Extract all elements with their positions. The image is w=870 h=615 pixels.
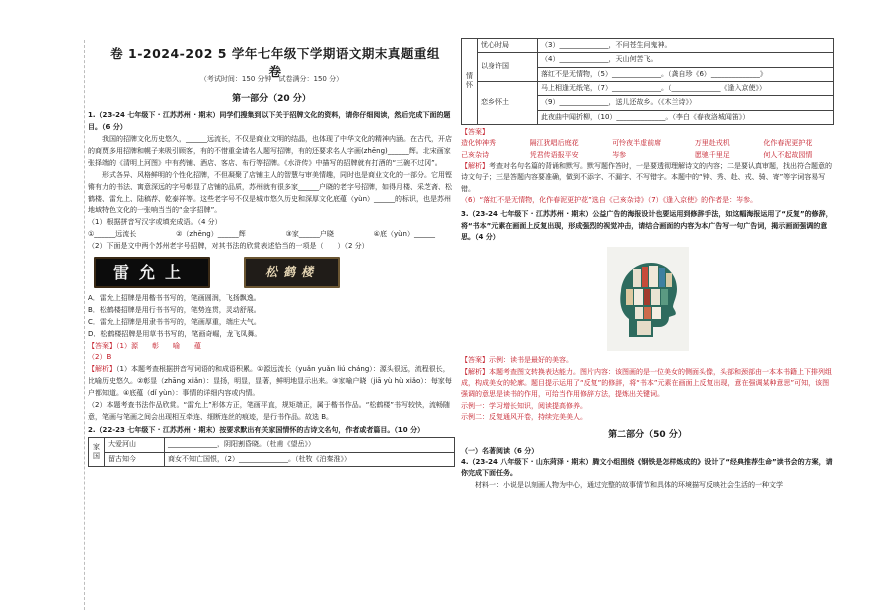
left-column [88,90,455,467]
signboard-text: 雷允上 [112,262,191,282]
answer-item: 万里赴戎机 [694,139,730,148]
q1-answer-2: （2）B [88,353,112,362]
analysis-label: 【解析】 [461,161,489,170]
answer-item: 可怜夜半虚前席 [612,139,662,148]
q1-paragraph-2: 形式各异、风格鲜明的个性化招牌，不但凝聚了店铺主人的智慧与审美情趣，同时也是商业文化的一部分。它用铿锵有力的书法、寓意深远的字号彰显了店铺的品质，苏州就有很多家______户晓的老字号招牌，如得月楼、采芝斋、松鹤楼、雷允上、陆稿荐、乾泰祥等。这些老字号不仅是城市悠久历史和深厚文化底蕴（yùn）______的标识，也是苏州地域特色文化的一张响当当的“金字招牌”。 [88,170,452,215]
q1-option-d: D．松鹤楼招牌是用草书书写的，笔画奇崛，龙飞凤舞。 [88,329,262,338]
poem-line-cell: 马上相逢无纸笔，（7）______________。（______________《逢入京使》） [538,81,834,95]
poster-illustration-wrap [461,247,834,351]
answer-item: 化作春泥更护花 [763,139,813,148]
category-cell: 情怀 [462,39,478,125]
analysis-label: 【解析】 [461,367,489,376]
q1-stem: 1.（23-24 七年级下 · 江苏苏州 · 期末）同学们搜集到以下关于招牌文化的资料，请你仔细阅读，然后完成下面的题目。（6 分） [88,111,451,132]
signboard-images [94,257,455,288]
q2-answer [461,127,834,161]
q1-option-c: C．雷允上招牌是用隶书书写的，笔画厚重，端庄大气。 [88,317,261,326]
leiyunshang-signboard [94,257,210,288]
answer-label: 【答案】 [88,341,116,350]
book-head-silhouette [607,247,689,351]
songhelou-signboard [244,257,340,288]
poem-line-cell: （4）______________，天山何苦飞。 [538,53,834,67]
q1-sub1-option: ③家______户晓 [285,230,334,239]
signboard-text: 松鹤楼 [264,265,319,280]
answer-item: 愿驰千里足 [694,150,730,159]
q1-analysis-2: （2）本题考查书法作品欣赏。“雷允上”形体方正，笔画平直，规矩端正，属于楷书作品。“松鹤楼”书写较快，流畅随意，笔画与笔画之间会出现相互牵连、细断连丝的痕迹，是行书作品。故选 B。 [88,401,450,421]
q1-option-a: A．雷允上招牌是用楷书书写的，笔画圆润，飞扬飘逸。 [88,293,261,302]
analysis-label: 【解析】 [88,365,116,374]
subcategory-cell: 恋乡怀土 [478,81,538,124]
q1-answer [88,341,455,353]
poem-line-cell: 商女不知亡国恨，（2）______________。（杜牧《泊秦淮》） [165,452,455,467]
category-cell: 家国 [89,437,105,467]
exam-meta: （考试时间：150 分钟 试卷满分：150 分） [199,75,344,83]
q4-stem: 4.（23-24 八年级下 · 山东菏泽 · 期末）腾文小组围绕《钢铁是怎样炼成的》设计了“经典推荐生命”读书会的方案，请你完成下面任务。 [461,458,833,478]
q1-analysis-1 [88,364,455,400]
poem-line-cell: 此夜曲中闻折柳，（10）______________。（李白《春夜洛城闻笛》） [538,110,834,124]
q2-table-right [461,38,834,125]
answer-label: 【答案】 [461,127,489,136]
subcategory-cell: 以身许国 [478,53,538,82]
q1-sub1-options [88,229,455,241]
subcategory-cell: 留古知今 [105,452,165,467]
subcategory-cell: 大爱河山 [105,437,165,452]
poem-line-cell: （9）______________，送儿还故乡。（《木兰诗》） [538,96,834,110]
q3-analysis [461,367,834,401]
poem-line-cell: 落红不是无情物，（5）______________。（龚自珍《6）______________》 [538,67,834,81]
q3-example-2: 示例二：反复通风开卷，持续完美美人。 [461,412,587,421]
q1-sub1-option: ①______远流长 [88,230,137,239]
q2-table-left [88,437,455,468]
analysis-text: 考查对名句名篇的背诵和默写。默写题作答时，一是要透彻理解诗文的内容；二是要认真审题，找出符合题意的诗文句子；三是答题内容要准确，做到不添字、不漏字、不写错字。本题中的“钟、秀、赴、戎、骑、寄”等字词容易写错。 [461,161,832,193]
book-head-poster-illustration [607,247,689,351]
q3-stem: 3.（23-24 七年级下 · 江苏苏州 · 期末）公益广告的海报设计也要运用到修辞手法，如这幅海报运用了“反复”的修辞，将“书本”元素在画面上反复出现，形成强烈的视觉冲击，请结合画面的内容为本广告写一句广告词，揭示画面强调的意思。（4 分） [461,210,833,241]
q1-option-b: B．松鹤楼招牌是用行书书写的，笔势连贯，灵动舒展。 [88,305,261,314]
answer-item: 凭君传语报平安 [529,150,579,159]
answer-item: 隔江犹唱后庭花 [529,139,579,148]
q3-answer [461,355,834,366]
q2-analysis-note: （6）“落红不是无情物，化作春泥更护花”选自《己亥杂诗》（7）《逢入京使》的作者是：岑参。 [461,195,758,204]
answer-item: 己亥杂诗 [461,150,489,159]
part1-heading: 第一部分（20 分） [232,94,311,104]
answer-item: 造化钟神秀 [461,139,496,148]
q1-paragraph-1: 我国的招牌文化历史悠久，______远流长，不仅是商业文明的结晶，也体现了中华文化的精神内涵。在古代，开店的商贾多用招牌和幌子来吸引顾客，有的不惜重金请名人题写招牌，有的还要求名人字画(zhēng)______辉。北宋画家张择端的《清明上河图》中有药铺、酒店、客店、布行等招牌。《水浒传》中描写的招牌就有打酒的“三碗不过冈”。 [88,135,452,167]
answer-item: 何人不起故园情 [763,150,813,159]
analysis-text: 本题考查图文转换表达能力。图片内容：该图画的是一位美女的侧面头像，头部和颈部由一本本书籍上下排列组成，构成美女的轮廓。题目提示运用了“反复”的修辞，将“书本”元素在画面上反复出现，意在强调某种意思”可知，该图强调的意思是读书的作用，可给当作用修辞方法，提炼出关键词。 [461,367,832,399]
poem-line-cell: ______________，阴阳割昏晓。（杜甫《望岳》） [165,437,455,452]
poem-line-cell: （3）______________，不问苍生问鬼神。 [538,39,834,53]
right-column [461,38,834,491]
binding-line [84,40,85,610]
q2-stem: 2.（22-23 七年级下 · 江苏苏州 · 期末）按要求默出有关家国情怀的古诗文名句，作者或者篇目。（10 分） [88,425,425,434]
answer-item: 岑参 [612,150,627,159]
part2-heading: 第二部分（50 分） [608,430,687,441]
document-title: 卷 1-2024-202 5 学年七年级下学期语文期末真题重组卷 [110,46,440,79]
q4-material: 材料一：小说是以刻画人物为中心，通过完整的故事情节和具体的环境描写反映社会生活的一种文学 [475,480,783,489]
answer-label: 【答案】 [461,356,489,365]
q1-sub1-head: （1）根据拼音写汉字或填充成语。（4 分） [88,218,222,227]
answer-text: （1）源 彰 喻 蕴 [116,341,201,350]
subcategory-cell: 忧心时局 [478,39,538,53]
analysis-text: （1）本题考查根据拼音写词语的和成语积累。①源远流长（yuǎn yuǎn liú cháng）：源头很远，流程很长，比喻历史悠久。②彰显（zhāng xiǎn）：显扬，明显，显著，鲜明地显示出来。③家喻户晓（jiā yù hù xiǎo）：每家每户都知道。④底蕴（dǐ yùn）：事情的详细内容或内情。 [88,365,452,398]
answer-text: 示例：读书是最好的美容。 [489,356,573,365]
q4-section: （一）名著阅读（6 分） [461,446,539,455]
q1-sub1-option: ④底（yùn）______ [373,230,435,239]
q1-sub2-head: （2）下面是文中两个苏州老字号招牌，对其书法的欣赏表述恰当的一项是（ ）（2 分） [88,242,369,251]
q3-example-1: 示例一：学习增长知识，阅读提高修养。 [461,401,587,410]
q2-analysis [461,161,834,195]
q2-answer-grid [461,138,834,161]
q1-sub1-option: ②（zhēng）______辉 [176,230,246,239]
